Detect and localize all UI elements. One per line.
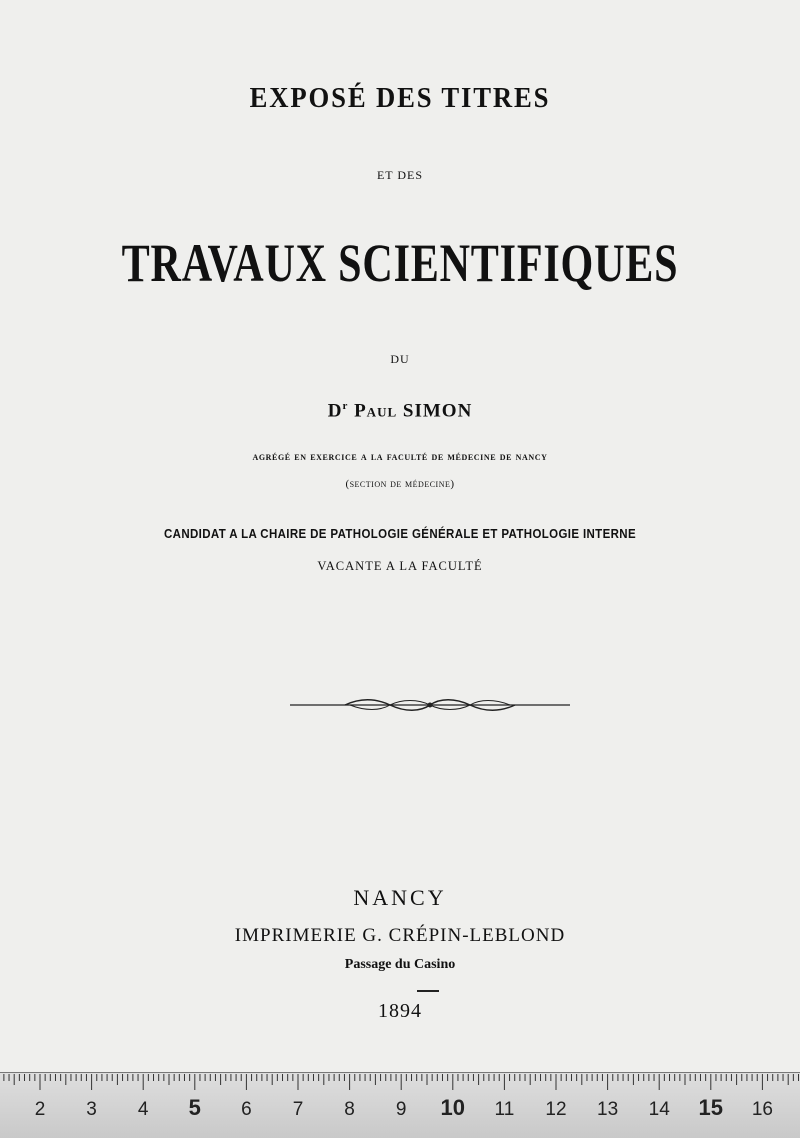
printer-name: IMPRIMERIE G. CRÉPIN-LEBLOND xyxy=(234,925,566,946)
author-first-name: Paul xyxy=(354,400,398,422)
ruler-label: 5 xyxy=(188,1095,201,1120)
title-line-1: EXPOSÉ DES TITRES xyxy=(249,82,551,114)
ruler-label: 4 xyxy=(137,1099,149,1120)
printer-address: Passage du Casino xyxy=(344,957,456,972)
author-last-name: SIMON xyxy=(402,400,473,422)
ruler-scale xyxy=(0,1073,800,1138)
publication-city: NANCY xyxy=(353,885,447,910)
ruler-label: 14 xyxy=(648,1099,670,1120)
title-line-2: TRAVAUX SCIENTIFIQUES xyxy=(121,233,679,293)
title-connector: ET DES xyxy=(376,168,424,182)
author-section: (section de médecine) xyxy=(345,478,455,490)
measuring-ruler xyxy=(0,1072,800,1138)
ruler-label: 11 xyxy=(494,1099,515,1120)
ruler-label: 7 xyxy=(292,1099,304,1120)
ruler-label: 6 xyxy=(241,1099,252,1120)
vacancy-line: VACANTE A LA FACULTÉ xyxy=(317,559,483,573)
ruler-label: 16 xyxy=(751,1099,773,1120)
ruler-label: 15 xyxy=(698,1095,724,1120)
author-name xyxy=(0,400,800,422)
ruler-label: 2 xyxy=(34,1099,46,1120)
author-prefix-sup: r xyxy=(342,400,349,412)
publication-year: 1894 xyxy=(378,1000,422,1022)
ruler-label: 3 xyxy=(86,1099,97,1120)
by-word: DU xyxy=(390,352,410,366)
ornament-divider xyxy=(290,696,570,714)
separator-dash xyxy=(417,990,439,992)
author-affiliation: agrégé en exercice a la faculté de médecine de nancy xyxy=(252,449,548,463)
ruler-label: 9 xyxy=(395,1099,407,1120)
ruler-label: 10 xyxy=(440,1095,466,1120)
ruler-label: 13 xyxy=(597,1099,619,1120)
ruler-label: 12 xyxy=(545,1099,567,1120)
candidature-line: CANDIDAT A LA CHAIRE DE PATHOLOGIE GÉNÉRALE ET PATHOLOGIE INTERNE xyxy=(163,527,636,541)
ruler-label: 8 xyxy=(344,1099,355,1120)
author-prefix: D xyxy=(327,400,343,422)
